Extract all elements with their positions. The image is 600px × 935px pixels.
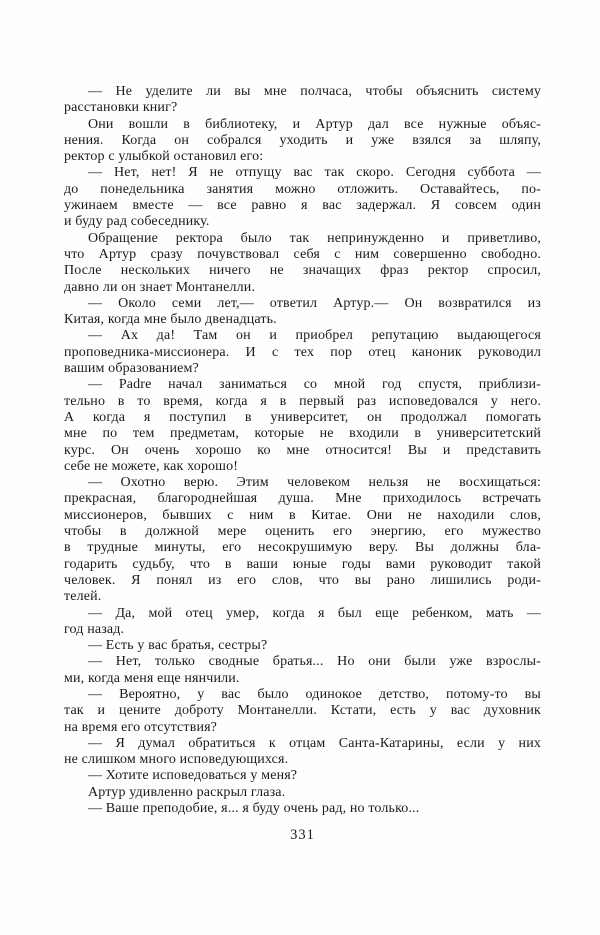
text-line: расстановки книг? [64,100,178,116]
text-line: прекрасная, благороднейшая душа. Мне приходилось встречать [64,491,541,507]
text-line: годарить судьбу, что в ваши юные годы вами руководит такой [64,556,541,572]
text-line: курс. Он очень хорошо ко мне относится! Вы и представить [64,442,541,458]
text-line: — Ах да! Там он и приобрел репутацию выдающегося [88,328,541,344]
text-line: проповедника-миссионера. И с тех пор отец каноник руководил [64,344,541,360]
text-line: — Нет, нет! Я не отпущу вас так скоро. Сегодня суббота — [88,165,541,181]
text-line: А когда я поступил в университет, он продолжал помогать [64,409,541,425]
text-line: телей. [64,589,102,605]
text-line: миссионеров, бывших с ним в Китае. Они не находили слов, [64,507,541,523]
text-line: нения. Когда он собрался уходить и уже взялся за шляпу, [64,132,541,148]
text-line: — Есть у вас братья, сестры? [88,638,268,654]
text-line: — Я думал обратиться к отцам Санта-Катарины, если у них [88,735,541,751]
text-line: мне по тем предметам, которые не входили в университетский [64,426,541,442]
text-line: так и цените доброту Монтанелли. Кстати, есть у вас духовник [64,703,541,719]
text-line: Артур удивленно раскрыл глаза. [88,784,286,800]
text-line: ми, когда меня еще нянчили. [64,670,240,686]
text-line: не слишком много исповедующихся. [64,752,289,768]
text-line: вашим образованием? [64,361,199,377]
text-line: тельно в то время, когда я в первый раз исповедовался у него. [64,393,541,409]
text-line: что Артур сразу почувствовал себя с ним совершенно свободно. [64,246,541,262]
text-line: в трудные минуты, его несокрушимую веру. Вы должны бла- [64,540,541,556]
text-line: до понедельника занятия можно отложить. Оставайтесь, по- [64,181,541,197]
text-line: — Padre начал заниматься со мной год спустя, приблизи- [88,377,541,393]
text-line: давно ли он знает Монтанелли. [64,279,256,295]
text-line: — Хотите исповедоваться у меня? [88,768,298,784]
text-line: — Нет, только сводные братья... Но они были уже взрослы- [88,654,541,670]
text-line: Обращение ректора было так непринужденно и приветливо, [88,230,541,246]
text-line: — Не уделите ли вы мне полчаса, чтобы объяснить систему [88,84,541,99]
text-line: себе не можете, как хорошо! [64,458,239,474]
text-line: ужинаем вместе — все равно я вас задержал. Я совсем один [64,198,541,214]
text-line: человек. Я понял из его слов, что вы рано лишились роди- [64,572,541,588]
text-line: Они вошли в библиотеку, и Артур дал все нужные объяс- [88,116,541,132]
text-line: После нескольких ничего не значащих фраз ректор спросил, [64,263,541,279]
text-line: на время его отсутствия? [64,719,218,735]
text-line: — Около семи лет,— ответил Артур.— Он возвратился из [88,295,541,311]
text-line: — Ваше преподобие, я... я буду очень рад, но только... [88,801,420,817]
text-line: и буду рад собеседнику. [64,214,210,230]
page-number: 331 [290,827,315,843]
text-line: чтобы в должной мере оценить его энергию, его мужество [64,524,541,540]
text-line: — Вероятно, у вас было одинокое детство, потому-то вы [88,686,541,702]
text-line: год назад. [64,621,125,637]
text-line: ректор с улыбкой остановил его: [64,149,264,165]
text-line: Китая, когда мне было двенадцать. [64,312,277,328]
page-text-block [64,84,541,817]
text-line: — Да, мой отец умер, когда я был еще ребенком, мать — [88,605,541,621]
text-line: — Охотно верю. Этим человеком нельзя не восхищаться: [88,475,541,491]
